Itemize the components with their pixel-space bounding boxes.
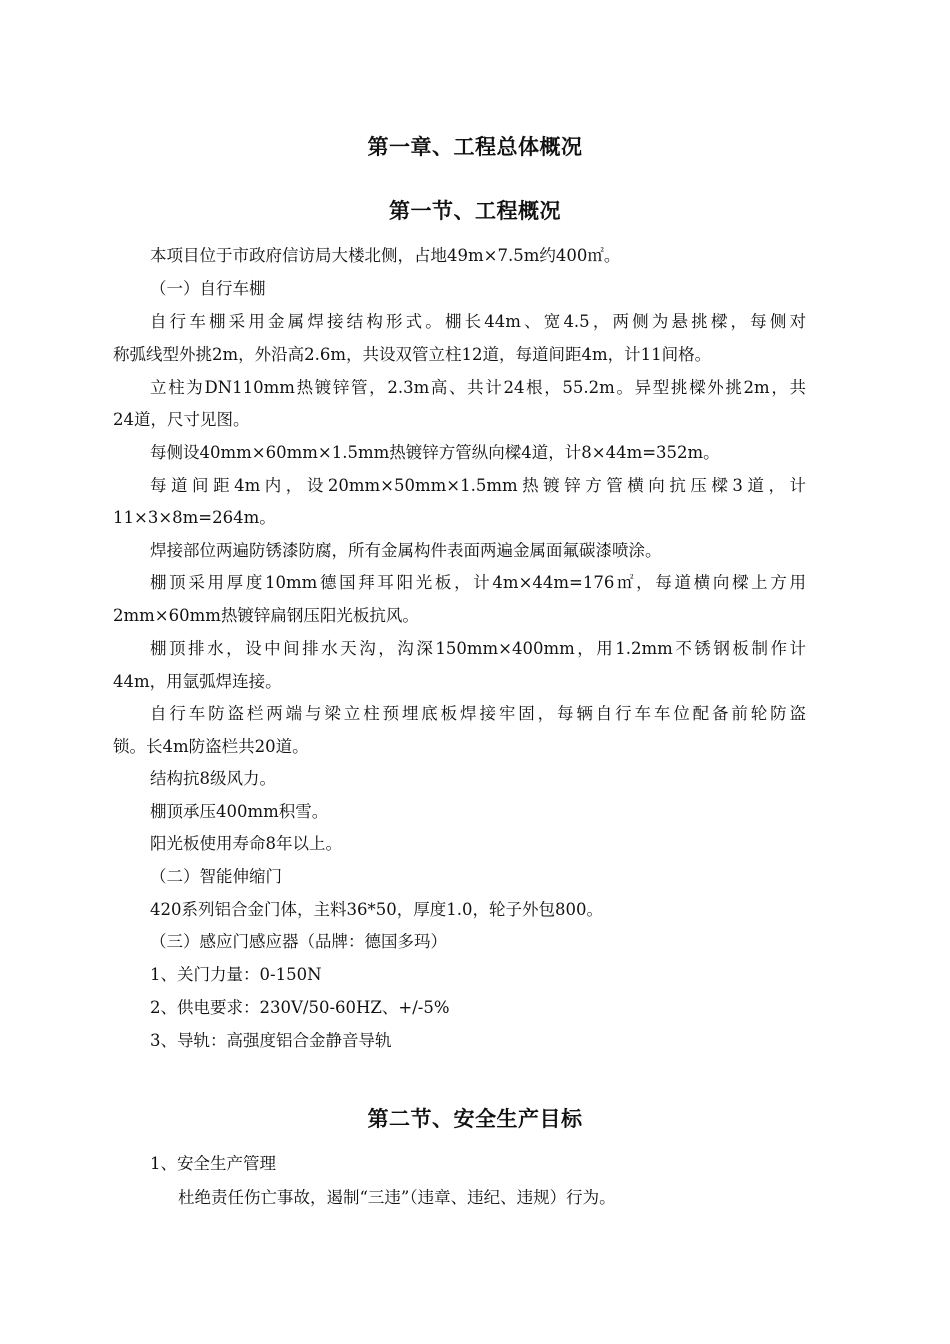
- paragraph-line: 每侧设40mm×60mm×1.5mm热镀锌方管纵向樑4道，计8×44m=352m。: [150, 443, 720, 462]
- paragraph-line: 自行车棚采用金属焊接结构形式。棚长44m、宽4.5，两侧为悬挑樑，每侧对: [150, 312, 806, 331]
- chapter-title: 第一章、工程总体概况: [367, 135, 583, 159]
- subsection-heading: （三）感应门感应器（品牌：德国多玛）: [150, 932, 447, 951]
- list-item: 2、供电要求：230V/50-60HZ、+/-5%: [150, 998, 450, 1017]
- paragraph-line: 自行车防盗栏两端与梁立柱预埋底板焊接牢固，每辆自行车车位配备前轮防盗: [150, 704, 806, 723]
- paragraph-line: 立柱为DN110mm热镀锌管，2.3m高、共计24根，55.2m。异型挑樑外挑2m，共: [150, 378, 806, 397]
- section-title: 第一节、工程概况: [389, 199, 561, 223]
- paragraph-line: 本项目位于市政府信访局大楼北侧，占地49m×7.5m约400㎡。: [150, 246, 621, 265]
- paragraph-line: 11×3×8m=264m。: [113, 508, 276, 527]
- paragraph-line: 阳光板使用寿命8年以上。: [150, 834, 342, 853]
- subsection-heading: （一）自行车棚: [150, 279, 266, 298]
- paragraph-line: 420系列铝合金门体，主料36*50，厚度1.0，轮子外包800。: [150, 900, 603, 919]
- paragraph-line: 棚顶采用厚度10mm德国拜耳阳光板，计4m×44m=176㎡，每道横向樑上方用: [150, 573, 806, 592]
- paragraph-line: 称弧线型外挑2m，外沿高2.6m，共设双管立柱12道，每道间距4m，计11间格。: [113, 345, 712, 364]
- paragraph-line: 2mm×60mm热镀锌扁钢压阳光板抗风。: [113, 606, 419, 625]
- paragraph-line: 每道间距4m内，设20mm×50mm×1.5mm热镀锌方管横向抗压樑3道，计: [150, 476, 806, 495]
- list-item: 1、安全生产管理: [150, 1154, 276, 1173]
- subsection-heading: （二）智能伸缩门: [150, 867, 282, 886]
- paragraph-line: 焊接部位两遍防锈漆防腐，所有金属构件表面两遍金属面氟碳漆喷涂。: [150, 541, 662, 560]
- paragraph-line: 棚顶承压400mm积雪。: [150, 802, 329, 821]
- paragraph-line: 结构抗8级风力。: [150, 769, 276, 788]
- paragraph-line: 杜绝责任伤亡事故，遏制“三违”（违章、违纪、违规）行为。: [178, 1188, 616, 1207]
- paragraph-line: 44m，用氩弧焊连接。: [113, 672, 282, 691]
- section-title: 第二节、安全生产目标: [367, 1107, 583, 1131]
- list-item: 1、关门力量：0-150N: [150, 965, 322, 984]
- paragraph-line: 24道，尺寸见图。: [113, 410, 250, 429]
- paragraph-line: 锁。长4m防盗栏共20道。: [113, 737, 309, 756]
- paragraph-line: 棚顶排水，设中间排水天沟，沟深150mm×400mm，用1.2mm不锈钢板制作计: [150, 639, 806, 658]
- list-item: 3、导轨：高强度铝合金静音导轨: [150, 1031, 392, 1050]
